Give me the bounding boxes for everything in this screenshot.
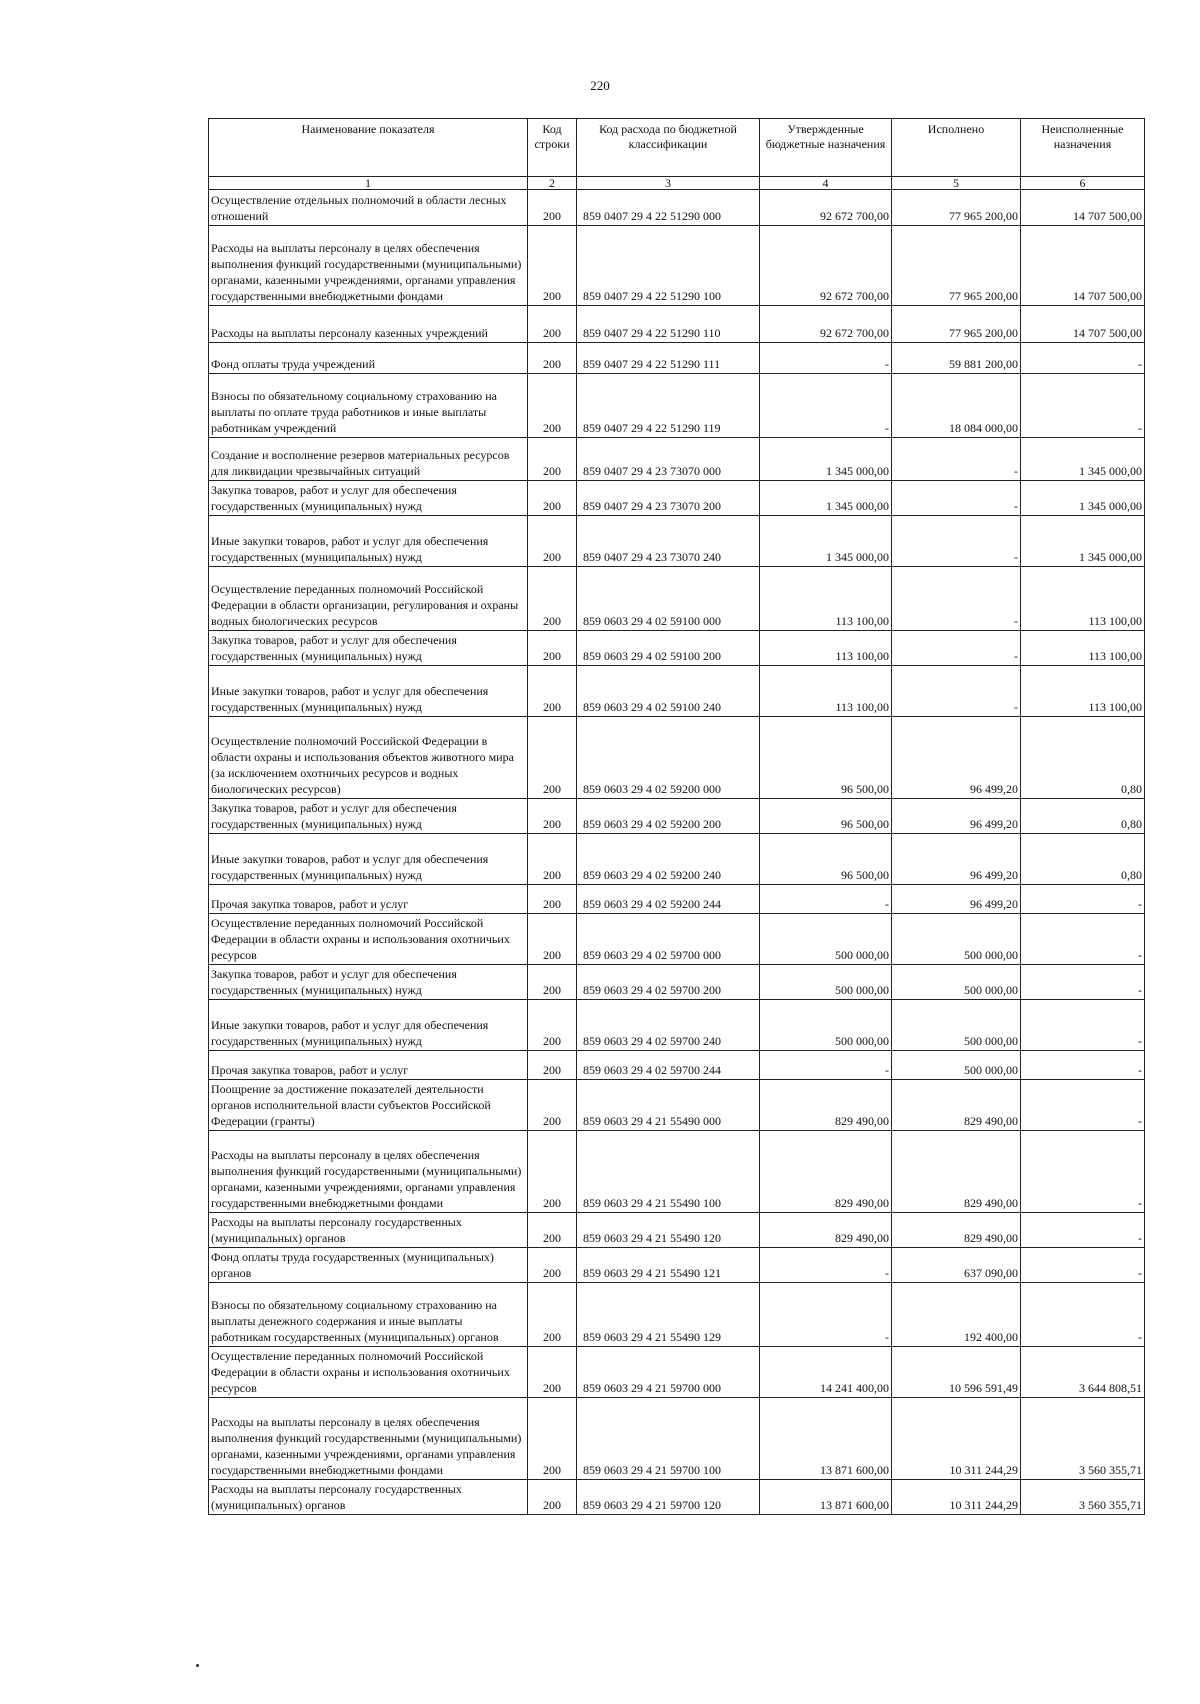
row-line-code-cell: 200 [528,885,577,914]
row-name-cell: Прочая закупка товаров, работ и услуг [209,885,528,914]
row-line-code-cell: 200 [528,343,577,374]
table-row [209,306,1145,343]
row-expense-code-cell: 859 0603 29 4 21 55490 120 [577,1213,760,1248]
row-executed-cell: 500 000,00 [892,965,1021,1000]
row-line-code-cell: 200 [528,226,577,306]
row-line-code-cell: 200 [528,834,577,885]
row-expense-code-cell: 859 0407 29 4 22 51290 110 [577,306,760,343]
row-name-cell: Расходы на выплаты персоналу в целях обеспечения выполнения функций государственными (муниципальными) органами, казенными учреждениями, органами управления государственными внебюджетными фондами [209,1398,528,1480]
row-line-code-cell: 200 [528,1480,577,1515]
row-name-cell: Иные закупки товаров, работ и услуг для обеспечения государственных (муниципальных) нужд [209,834,528,885]
table-row [209,1398,1145,1480]
header-approved: Утвержденные бюджетные назначения [760,119,892,177]
row-executed-cell: - [892,516,1021,567]
row-approved-cell: 92 672 700,00 [760,190,892,226]
row-name-cell: Иные закупки товаров, работ и услуг для обеспечения государственных (муниципальных) нужд [209,1000,528,1051]
row-name-cell: Осуществление переданных полномочий Российской Федерации в области охраны и использования охотничьих ресурсов [209,1347,528,1398]
row-expense-code-cell: 859 0603 29 4 02 59200 200 [577,799,760,834]
row-unexecuted-cell: 3 560 355,71 [1021,1398,1145,1480]
row-expense-code-cell: 859 0603 29 4 02 59700 244 [577,1051,760,1080]
row-line-code-cell: 200 [528,306,577,343]
row-executed-cell: 829 490,00 [892,1213,1021,1248]
row-approved-cell: 13 871 600,00 [760,1398,892,1480]
row-expense-code-cell: 859 0603 29 4 02 59100 240 [577,666,760,717]
row-executed-cell: 18 084 000,00 [892,374,1021,438]
row-approved-cell: 96 500,00 [760,834,892,885]
row-approved-cell: - [760,885,892,914]
row-unexecuted-cell: - [1021,914,1145,965]
table-row [209,885,1145,914]
row-name-cell: Расходы на выплаты персоналу в целях обеспечения выполнения функций государственными (муниципальными) органами, казенными учреждениями, органами управления государственными внебюджетными фондами [209,226,528,306]
table-row [209,438,1145,481]
row-name-cell: Осуществление переданных полномочий Российской Федерации в области охраны и использования охотничьих ресурсов [209,914,528,965]
row-expense-code-cell: 859 0603 29 4 02 59200 244 [577,885,760,914]
row-line-code-cell: 200 [528,516,577,567]
column-number: 4 [760,177,892,190]
row-name-cell: Закупка товаров, работ и услуг для обеспечения государственных (муниципальных) нужд [209,965,528,1000]
column-number: 6 [1021,177,1145,190]
row-approved-cell: - [760,343,892,374]
row-executed-cell: 10 596 591,49 [892,1347,1021,1398]
row-executed-cell: - [892,438,1021,481]
row-line-code-cell: 200 [528,1131,577,1213]
row-name-cell: Расходы на выплаты персоналу в целях обеспечения выполнения функций государственными (муниципальными) органами, казенными учреждениями, органами управления государственными внебюджетными фондами [209,1131,528,1213]
row-executed-cell: 829 490,00 [892,1080,1021,1131]
row-line-code-cell: 200 [528,631,577,666]
row-name-cell: Фонд оплаты труда государственных (муниципальных) органов [209,1248,528,1283]
row-name-cell: Закупка товаров, работ и услуг для обеспечения государственных (муниципальных) нужд [209,799,528,834]
row-line-code-cell: 200 [528,567,577,631]
column-number: 2 [528,177,577,190]
row-line-code-cell: 200 [528,1213,577,1248]
row-approved-cell: 113 100,00 [760,666,892,717]
table-row [209,1248,1145,1283]
row-unexecuted-cell: 113 100,00 [1021,631,1145,666]
table-row [209,1080,1145,1131]
table-row [209,1131,1145,1213]
row-unexecuted-cell: 14 707 500,00 [1021,226,1145,306]
row-approved-cell: - [760,1248,892,1283]
row-unexecuted-cell: - [1021,1131,1145,1213]
row-unexecuted-cell: 3 644 808,51 [1021,1347,1145,1398]
row-unexecuted-cell: 0,80 [1021,717,1145,799]
row-expense-code-cell: 859 0603 29 4 21 59700 120 [577,1480,760,1515]
row-name-cell: Осуществление отдельных полномочий в области лесных отношений [209,190,528,226]
row-line-code-cell: 200 [528,965,577,1000]
row-expense-code-cell: 859 0407 29 4 22 51290 119 [577,374,760,438]
row-line-code-cell: 200 [528,1000,577,1051]
row-line-code-cell: 200 [528,799,577,834]
row-name-cell: Осуществление переданных полномочий Российской Федерации в области организации, регулирования и охраны водных биологических ресурсов [209,567,528,631]
row-expense-code-cell: 859 0407 29 4 23 73070 000 [577,438,760,481]
row-approved-cell: - [760,374,892,438]
row-line-code-cell: 200 [528,1051,577,1080]
row-unexecuted-cell: - [1021,885,1145,914]
row-executed-cell: - [892,567,1021,631]
row-approved-cell: 113 100,00 [760,567,892,631]
header-line-code: Код строки [528,119,577,177]
row-executed-cell: - [892,666,1021,717]
row-expense-code-cell: 859 0603 29 4 21 59700 000 [577,1347,760,1398]
row-approved-cell: 500 000,00 [760,1000,892,1051]
row-name-cell: Закупка товаров, работ и услуг для обеспечения государственных (муниципальных) нужд [209,631,528,666]
header-executed: Исполнено [892,119,1021,177]
row-unexecuted-cell: - [1021,965,1145,1000]
table-row [209,190,1145,226]
row-executed-cell: 96 499,20 [892,717,1021,799]
row-expense-code-cell: 859 0603 29 4 02 59200 240 [577,834,760,885]
table-row [209,374,1145,438]
row-unexecuted-cell: 1 345 000,00 [1021,516,1145,567]
row-expense-code-cell: 859 0407 29 4 22 51290 111 [577,343,760,374]
table-row [209,1480,1145,1515]
row-approved-cell: 1 345 000,00 [760,438,892,481]
table-row [209,1213,1145,1248]
row-unexecuted-cell: 3 560 355,71 [1021,1480,1145,1515]
table-row [209,567,1145,631]
budget-execution-table [208,118,1145,1515]
column-number: 3 [577,177,760,190]
row-line-code-cell: 200 [528,481,577,516]
row-executed-cell: 96 499,20 [892,834,1021,885]
row-unexecuted-cell: 1 345 000,00 [1021,438,1145,481]
table-row [209,1000,1145,1051]
row-expense-code-cell: 859 0603 29 4 02 59100 000 [577,567,760,631]
row-unexecuted-cell: 113 100,00 [1021,666,1145,717]
row-approved-cell: 14 241 400,00 [760,1347,892,1398]
row-unexecuted-cell: - [1021,1248,1145,1283]
row-unexecuted-cell: - [1021,1213,1145,1248]
row-name-cell: Взносы по обязательному социальному страхованию на выплаты по оплате труда работников и иные выплаты работникам учреждений [209,374,528,438]
row-executed-cell: 10 311 244,29 [892,1398,1021,1480]
row-unexecuted-cell: - [1021,1283,1145,1347]
table-row [209,799,1145,834]
row-approved-cell: 500 000,00 [760,914,892,965]
row-line-code-cell: 200 [528,1347,577,1398]
row-name-cell: Взносы по обязательному социальному страхованию на выплаты денежного содержания и иные выплаты работникам государственных (муниципальных) органов [209,1283,528,1347]
row-approved-cell: 1 345 000,00 [760,516,892,567]
row-approved-cell: - [760,1283,892,1347]
row-unexecuted-cell: - [1021,374,1145,438]
row-executed-cell: 192 400,00 [892,1283,1021,1347]
row-expense-code-cell: 859 0407 29 4 23 73070 240 [577,516,760,567]
row-approved-cell: 96 500,00 [760,717,892,799]
row-approved-cell: 829 490,00 [760,1213,892,1248]
row-expense-code-cell: 859 0407 29 4 23 73070 200 [577,481,760,516]
column-number: 1 [209,177,528,190]
row-approved-cell: 113 100,00 [760,631,892,666]
row-line-code-cell: 200 [528,1248,577,1283]
row-executed-cell: 500 000,00 [892,1000,1021,1051]
row-executed-cell: 77 965 200,00 [892,190,1021,226]
table-body [209,190,1145,1515]
row-approved-cell: 13 871 600,00 [760,1480,892,1515]
row-approved-cell: 92 672 700,00 [760,226,892,306]
row-expense-code-cell: 859 0603 29 4 21 55490 100 [577,1131,760,1213]
row-name-cell: Иные закупки товаров, работ и услуг для обеспечения государственных (муниципальных) нужд [209,666,528,717]
table-row [209,481,1145,516]
row-line-code-cell: 200 [528,1080,577,1131]
row-expense-code-cell: 859 0603 29 4 02 59700 200 [577,965,760,1000]
row-name-cell: Расходы на выплаты персоналу казенных учреждений [209,306,528,343]
row-unexecuted-cell: - [1021,343,1145,374]
table-row [209,914,1145,965]
row-name-cell: Создание и восполнение резервов материальных ресурсов для ликвидации чрезвычайных ситуаций [209,438,528,481]
row-executed-cell: - [892,481,1021,516]
column-number: 5 [892,177,1021,190]
row-line-code-cell: 200 [528,717,577,799]
row-name-cell: Расходы на выплаты персоналу государственных (муниципальных) органов [209,1213,528,1248]
table-row [209,666,1145,717]
row-executed-cell: 500 000,00 [892,1051,1021,1080]
row-expense-code-cell: 859 0603 29 4 02 59700 240 [577,1000,760,1051]
row-approved-cell: 96 500,00 [760,799,892,834]
table-header-row [209,119,1145,177]
row-line-code-cell: 200 [528,190,577,226]
table-row [209,1347,1145,1398]
row-line-code-cell: 200 [528,1283,577,1347]
row-expense-code-cell: 859 0407 29 4 22 51290 100 [577,226,760,306]
row-name-cell: Осуществление полномочий Российской Федерации в области охраны и использования объектов животного мира (за исключением охотничьих ресурсов и водных биологических ресурсов) [209,717,528,799]
row-expense-code-cell: 859 0603 29 4 02 59700 000 [577,914,760,965]
row-unexecuted-cell: 0,80 [1021,799,1145,834]
row-line-code-cell: 200 [528,1398,577,1480]
row-expense-code-cell: 859 0603 29 4 02 59200 000 [577,717,760,799]
row-unexecuted-cell: 14 707 500,00 [1021,190,1145,226]
row-expense-code-cell: 859 0603 29 4 21 55490 121 [577,1248,760,1283]
row-name-cell: Расходы на выплаты персоналу государственных (муниципальных) органов [209,1480,528,1515]
row-executed-cell: 59 881 200,00 [892,343,1021,374]
row-line-code-cell: 200 [528,374,577,438]
row-unexecuted-cell: - [1021,1000,1145,1051]
header-unexecuted: Неисполненные назначения [1021,119,1145,177]
row-name-cell: Иные закупки товаров, работ и услуг для обеспечения государственных (муниципальных) нужд [209,516,528,567]
table-row [209,1051,1145,1080]
row-expense-code-cell: 859 0407 29 4 22 51290 000 [577,190,760,226]
row-executed-cell: 77 965 200,00 [892,226,1021,306]
table-row [209,1283,1145,1347]
row-executed-cell: 829 490,00 [892,1131,1021,1213]
stray-dot [196,1664,199,1667]
row-line-code-cell: 200 [528,438,577,481]
row-name-cell: Закупка товаров, работ и услуг для обеспечения государственных (муниципальных) нужд [209,481,528,516]
row-unexecuted-cell: - [1021,1051,1145,1080]
row-approved-cell: 92 672 700,00 [760,306,892,343]
row-executed-cell: 500 000,00 [892,914,1021,965]
table-row [209,516,1145,567]
row-executed-cell: 637 090,00 [892,1248,1021,1283]
row-name-cell: Поощрение за достижение показателей деятельности органов исполнительной власти субъектов Российской Федерации (гранты) [209,1080,528,1131]
row-unexecuted-cell: 1 345 000,00 [1021,481,1145,516]
table-row [209,343,1145,374]
row-name-cell: Фонд оплаты труда учреждений [209,343,528,374]
row-expense-code-cell: 859 0603 29 4 21 55490 000 [577,1080,760,1131]
row-expense-code-cell: 859 0603 29 4 21 55490 129 [577,1283,760,1347]
column-number-row [209,177,1145,190]
row-expense-code-cell: 859 0603 29 4 21 59700 100 [577,1398,760,1480]
row-executed-cell: - [892,631,1021,666]
row-unexecuted-cell: 0,80 [1021,834,1145,885]
table-row [209,631,1145,666]
row-unexecuted-cell: - [1021,1080,1145,1131]
table-row [209,226,1145,306]
row-line-code-cell: 200 [528,666,577,717]
row-line-code-cell: 200 [528,914,577,965]
header-indicator-name: Наименование показателя [209,119,528,177]
row-executed-cell: 96 499,20 [892,885,1021,914]
row-approved-cell: 829 490,00 [760,1080,892,1131]
page-number: 220 [590,78,610,93]
row-executed-cell: 77 965 200,00 [892,306,1021,343]
table-row [209,834,1145,885]
row-name-cell: Прочая закупка товаров, работ и услуг [209,1051,528,1080]
row-executed-cell: 10 311 244,29 [892,1480,1021,1515]
row-approved-cell: 1 345 000,00 [760,481,892,516]
row-approved-cell: - [760,1051,892,1080]
row-approved-cell: 829 490,00 [760,1131,892,1213]
row-executed-cell: 96 499,20 [892,799,1021,834]
row-approved-cell: 500 000,00 [760,965,892,1000]
header-expense-code: Код расхода по бюджетной классификации [577,119,760,177]
row-expense-code-cell: 859 0603 29 4 02 59100 200 [577,631,760,666]
row-unexecuted-cell: 113 100,00 [1021,567,1145,631]
row-unexecuted-cell: 14 707 500,00 [1021,306,1145,343]
table-row [209,717,1145,799]
table-row [209,965,1145,1000]
